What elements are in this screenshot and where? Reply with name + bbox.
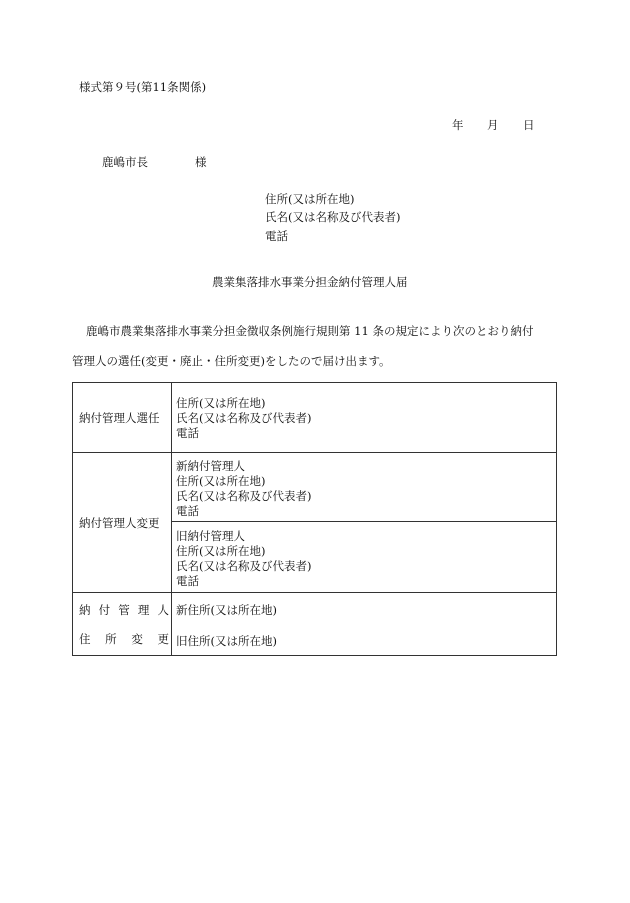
cell-appointment xyxy=(172,383,557,453)
form-table xyxy=(72,382,557,656)
date-year: 年 xyxy=(452,118,464,132)
row-change-new xyxy=(73,453,557,522)
document-title: 農業集落排水事業分担金納付管理人届 xyxy=(212,275,408,289)
new-manager-heading: 新納付管理人 xyxy=(176,459,245,473)
applicant-phone: 電話 xyxy=(265,229,288,243)
old-manager-name: 氏名(又は名称及び代表者) xyxy=(176,559,312,573)
label-change: 納付管理人変更 xyxy=(73,453,172,593)
applicant-name: 氏名(又は名称及び代表者) xyxy=(265,210,401,224)
new-manager-phone: 電話 xyxy=(176,504,199,518)
date-month: 月 xyxy=(487,118,499,132)
new-address: 新住所(又は所在地) xyxy=(176,603,277,617)
addressee-mayor: 鹿嶋市長 xyxy=(102,155,148,169)
old-address: 旧住所(又は所在地) xyxy=(176,634,277,648)
row-appointment xyxy=(73,383,557,453)
body-line-1: 鹿嶋市農業集落排水事業分担金徴収条例施行規則第 11 条の規定により次のとおり納付 xyxy=(86,324,534,338)
old-manager-heading: 旧納付管理人 xyxy=(176,529,245,543)
label-address-change: 納 付 管 理 人 住 所 変 更 xyxy=(73,593,172,656)
new-manager-name: 氏名(又は名称及び代表者) xyxy=(176,489,312,503)
addressee-sama: 様 xyxy=(195,155,207,169)
appointment-phone: 電話 xyxy=(176,426,199,440)
appointment-name: 氏名(又は名称及び代表者) xyxy=(176,411,312,425)
appointment-address: 住所(又は所在地) xyxy=(176,396,266,410)
body-line-2: 管理人の選任(変更・廃止・住所変更)をしたので届け出ます。 xyxy=(72,354,391,368)
cell-change-old xyxy=(172,522,557,593)
new-manager-address: 住所(又は所在地) xyxy=(176,474,266,488)
row-address-change xyxy=(73,593,557,656)
applicant-address: 住所(又は所在地) xyxy=(265,192,355,206)
old-manager-address: 住所(又は所在地) xyxy=(176,544,266,558)
form-number: 様式第９号(第11条関係) xyxy=(79,80,207,94)
date-day: 日 xyxy=(523,118,535,132)
old-manager-phone: 電話 xyxy=(176,574,199,588)
label-appointment: 納付管理人選任 xyxy=(73,383,172,453)
cell-address-change xyxy=(172,593,557,656)
cell-change-new xyxy=(172,453,557,522)
